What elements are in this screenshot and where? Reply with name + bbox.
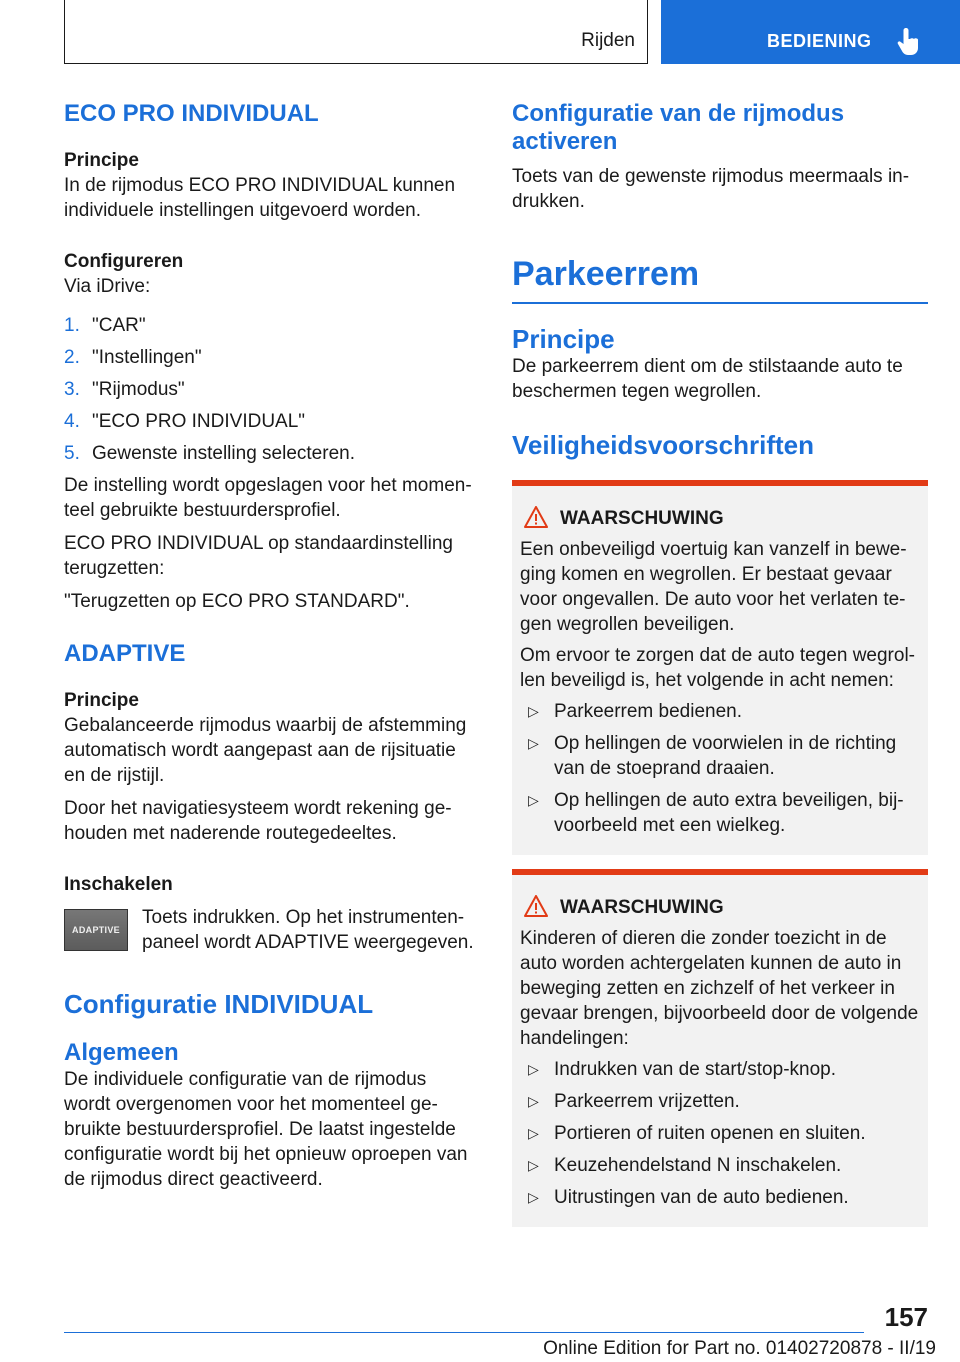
- heading-principe: Principe: [512, 324, 615, 354]
- adaptive-text-1: Gebalanceerde rijmodus waarbij de afstemming automatisch wordt aangepast aan de rijsituatie en de rijstijl.: [64, 715, 467, 786]
- list-item: ▷ Parkeerrem vrijzetten.: [528, 1091, 740, 1112]
- list-item: 5. Gewenste instelling selecteren.: [64, 443, 355, 464]
- list-item: 1. "CAR": [64, 315, 146, 336]
- footer-divider: [64, 1332, 864, 1333]
- triangle-bullet-icon: ▷: [528, 1093, 539, 1109]
- eco-principe-text: In de rijmodus ECO PRO INDIVIDUAL kunnen individuele instellingen uitgevoerd worden.: [64, 175, 456, 221]
- heading-inschakelen: Inschakelen: [64, 874, 173, 895]
- pointing-hand-icon: [896, 26, 922, 56]
- list-item: 3. "Rijmodus": [64, 379, 185, 400]
- footer-edition: Online Edition for Part no. 01402720878 - II/19: [543, 1338, 936, 1359]
- heading-veiligheidsvoorschriften: Veiligheidsvoorschriften: [512, 430, 814, 460]
- triangle-bullet-icon: ▷: [528, 792, 539, 808]
- list-item: ▷ Uitrustingen van de auto bedienen.: [528, 1187, 849, 1208]
- header-section-left: Rijden: [581, 30, 635, 51]
- config-intro: Via iDrive:: [64, 276, 151, 297]
- inschakelen-text: Toets indrukken. Op het instrumenten-paneel wordt ADAPTIVE weergegeven.: [142, 907, 474, 953]
- triangle-bullet-icon: ▷: [528, 1189, 539, 1205]
- warning-title: WAARSCHUWING: [520, 506, 920, 531]
- warning-text: Een onbeveiligd voertuig kan vanzelf in bewe-ging komen en wegrollen. Er bestaat gevaar voor ongevallen. De auto voor het verlaten te-gen wegrollen beveiligen.: [520, 539, 907, 635]
- reset-text: ECO PRO INDIVIDUAL op standaardinstelling terugzetten:: [64, 533, 453, 579]
- heading-principe: Principe: [64, 150, 139, 171]
- left-column: [64, 100, 476, 1192]
- adaptive-instruction: [64, 905, 476, 955]
- list-item: ▷ Indrukken van de start/stop-knop.: [528, 1059, 836, 1080]
- list-item: 2. "Instellingen": [64, 347, 202, 368]
- list-item: ▷ Parkeerrem bedienen.: [528, 701, 742, 722]
- heading-configureren: Configureren: [64, 251, 184, 272]
- list-item: 4. "ECO PRO INDIVIDUAL": [64, 411, 306, 432]
- heading-activeren: Configuratie van de rijmodus activeren: [512, 100, 845, 155]
- warning-title: WAARSCHUWING: [520, 895, 920, 920]
- heading-adaptive: ADAPTIVE: [64, 640, 186, 667]
- header-section-box: [64, 0, 648, 64]
- header-section-right: BEDIENING: [767, 31, 872, 51]
- warning-triangle-icon: [524, 506, 548, 528]
- warning-box: [512, 480, 928, 855]
- header-section-tab: [661, 0, 960, 64]
- config-steps-list: [64, 313, 476, 466]
- heading-parkeerrem: Parkeerrem: [512, 255, 700, 293]
- warning-list: [520, 699, 920, 838]
- heading-principe: Principe: [64, 690, 139, 711]
- page-number: 157: [884, 1302, 928, 1332]
- triangle-bullet-icon: ▷: [528, 703, 539, 719]
- triangle-bullet-icon: ▷: [528, 735, 539, 751]
- activeren-text: Toets van de gewenste rijmodus meermaals in-drukken.: [512, 166, 910, 212]
- list-item: ▷ Portieren of ruiten openen en sluiten.: [528, 1123, 866, 1144]
- saved-text: De instelling wordt opgeslagen voor het momen-teel gebruikte bestuurdersprofiel.: [64, 475, 472, 521]
- algemeen-text: De individuele configuratie van de rijmodus wordt overgenomen voor het momenteel ge-bruikte bestuurdersprofiel. De laatst ingestelde configuratie wordt bij het opnieuw oproepen van de rijmodus direct geactiveerd.: [64, 1069, 468, 1190]
- warning-triangle-icon: [524, 895, 548, 917]
- heading-eco-pro-individual: ECO PRO INDIVIDUAL: [64, 100, 319, 127]
- warning-box: [512, 869, 928, 1227]
- right-column: [512, 100, 928, 1227]
- triangle-bullet-icon: ▷: [528, 1125, 539, 1141]
- list-item: ▷ Op hellingen de voorwielen in de richting van de stoeprand draaien.: [528, 733, 897, 779]
- heading-algemeen: Algemeen: [64, 1039, 179, 1066]
- list-item: ▷ Keuzehendelstand N inschakelen.: [528, 1155, 842, 1176]
- principe-text: De parkeerrem dient om de stilstaande auto te beschermen tegen wegrollen.: [512, 356, 903, 402]
- heading-configuratie-individual: Configuratie INDIVIDUAL: [64, 989, 374, 1019]
- warning-text: Kinderen of dieren die zonder toezicht in de auto worden achtergelaten kunnen de auto in beweging zetten en zichzelf of het verkeer in gevaar brengen, bijvoorbeeld door de volgende handelingen:: [520, 928, 919, 1049]
- adaptive-button-image: ADAPTIVE: [64, 909, 128, 951]
- adaptive-text-2: Door het navigatiesysteem wordt rekening ge-houden met naderende routegedeeltes.: [64, 798, 452, 844]
- list-item: ▷ Op hellingen de auto extra beveiligen, bij-voorbeeld met een wielkeg.: [528, 790, 904, 836]
- reset-item: "Terugzetten op ECO PRO STANDARD".: [64, 591, 410, 612]
- triangle-bullet-icon: ▷: [528, 1157, 539, 1173]
- warning-text: Om ervoor te zorgen dat de auto tegen wegrol-len beveiligd is, het volgende in acht nemen:: [520, 645, 916, 691]
- triangle-bullet-icon: ▷: [528, 1061, 539, 1077]
- warning-list: [520, 1057, 920, 1210]
